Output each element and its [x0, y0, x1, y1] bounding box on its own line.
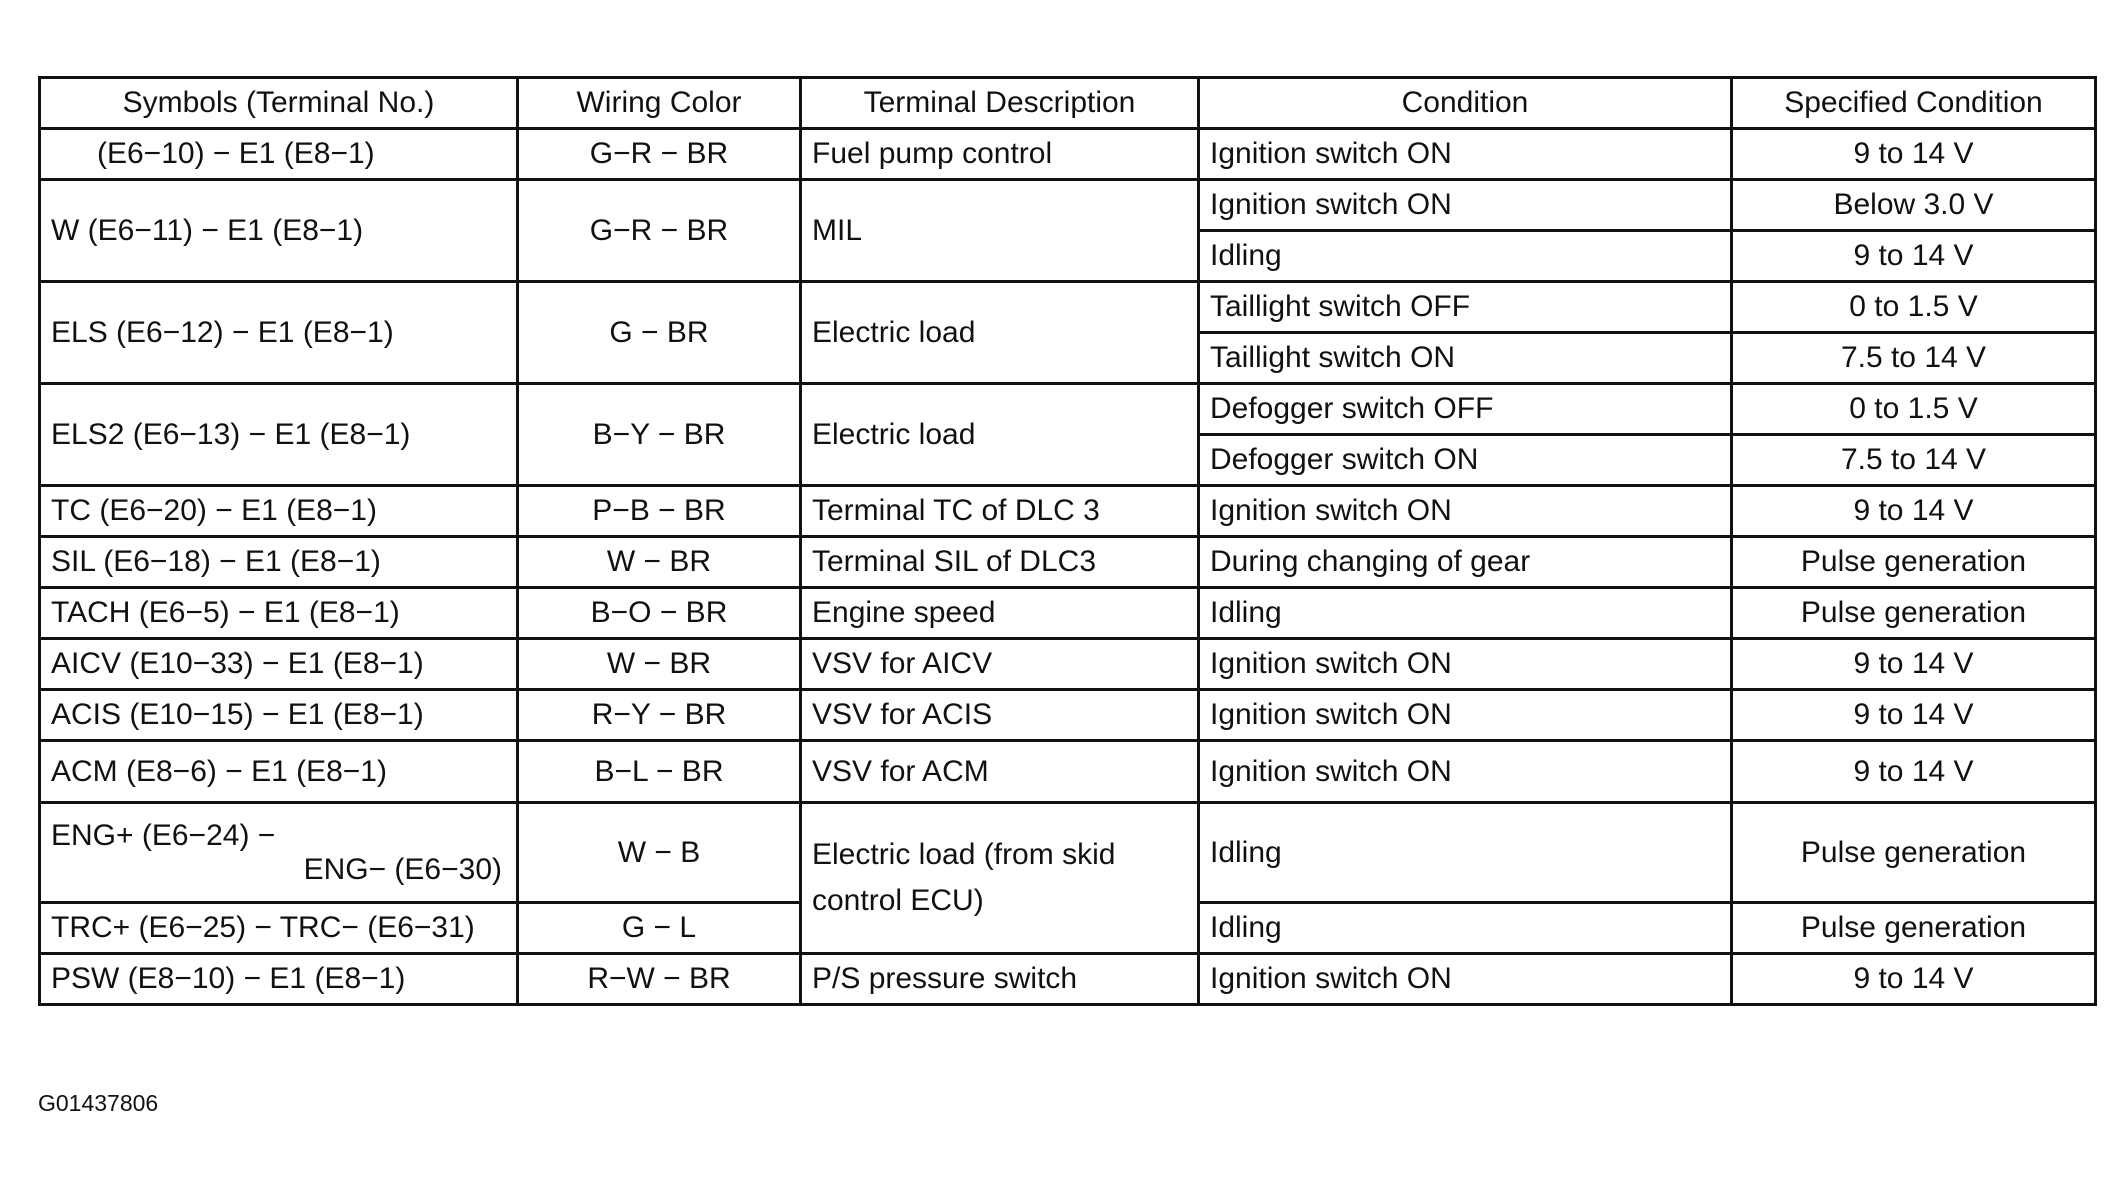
symbol-cell: AICV (E10−33) − E1 (E8−1) [40, 639, 518, 690]
wiring-color-cell: W − B [518, 803, 801, 903]
symbol-line-1: ENG+ (E6−24) − [51, 818, 276, 852]
table-row [40, 639, 2096, 690]
wiring-color-cell: G−R − BR [518, 129, 801, 180]
symbol-cell: SIL (E6−18) − E1 (E8−1) [40, 537, 518, 588]
condition-cell: Ignition switch ON [1199, 129, 1732, 180]
wiring-color-cell: B−O − BR [518, 588, 801, 639]
condition-cell: Taillight switch ON [1199, 333, 1732, 384]
table-row [40, 129, 2096, 180]
spec-cell: 9 to 14 V [1732, 741, 2096, 803]
condition-cell: Ignition switch ON [1199, 639, 1732, 690]
table-row [40, 384, 2096, 435]
figure-id: G01437806 [38, 1090, 159, 1116]
description-cell: VSV for AICV [801, 639, 1199, 690]
description-cell: Engine speed [801, 588, 1199, 639]
spec-cell: 9 to 14 V [1732, 231, 2096, 282]
symbol-cell: TRC+ (E6−25) − TRC− (E6−31) [40, 903, 518, 954]
wiring-color-cell: R−W − BR [518, 954, 801, 1005]
symbol-cell: (E6−10) − E1 (E8−1) [40, 129, 518, 180]
header-specified-condition: Specified Condition [1732, 78, 2096, 129]
symbol-cell: PSW (E8−10) − E1 (E8−1) [40, 954, 518, 1005]
condition-cell: Ignition switch ON [1199, 741, 1732, 803]
description-cell: Electric load (from skid control ECU) [801, 803, 1199, 954]
description-cell: MIL [801, 180, 1199, 282]
spec-cell: 9 to 14 V [1732, 486, 2096, 537]
spec-cell: 0 to 1.5 V [1732, 384, 2096, 435]
spec-cell: Pulse generation [1732, 803, 2096, 903]
table-row [40, 588, 2096, 639]
table-row [40, 690, 2096, 741]
symbol-cell: ACIS (E10−15) − E1 (E8−1) [40, 690, 518, 741]
spec-cell: 7.5 to 14 V [1732, 333, 2096, 384]
table-row [40, 486, 2096, 537]
symbol-line-2: ENG− (E6−30) [303, 852, 502, 886]
spec-cell: 9 to 14 V [1732, 129, 2096, 180]
wiring-color-cell: G − BR [518, 282, 801, 384]
spec-cell: 9 to 14 V [1732, 690, 2096, 741]
header-wiring-color: Wiring Color [518, 78, 801, 129]
symbol-cell [40, 803, 518, 903]
spec-cell: 9 to 14 V [1732, 639, 2096, 690]
spec-cell: Pulse generation [1732, 903, 2096, 954]
symbol-cell: ELS (E6−12) − E1 (E8−1) [40, 282, 518, 384]
symbol-cell: ELS2 (E6−13) − E1 (E8−1) [40, 384, 518, 486]
table-row [40, 954, 2096, 1005]
header-terminal-description: Terminal Description [801, 78, 1199, 129]
condition-cell: Defogger switch ON [1199, 435, 1732, 486]
condition-cell: During changing of gear [1199, 537, 1732, 588]
header-symbols: Symbols (Terminal No.) [40, 78, 518, 129]
symbol-cell: TC (E6−20) − E1 (E8−1) [40, 486, 518, 537]
wiring-color-cell: W − BR [518, 537, 801, 588]
spec-cell: 9 to 14 V [1732, 954, 2096, 1005]
table-row [40, 282, 2096, 333]
symbol-cell: W (E6−11) − E1 (E8−1) [40, 180, 518, 282]
spec-cell: 0 to 1.5 V [1732, 282, 2096, 333]
condition-cell: Idling [1199, 803, 1732, 903]
condition-cell: Idling [1199, 588, 1732, 639]
condition-cell: Ignition switch ON [1199, 690, 1732, 741]
spec-cell: Below 3.0 V [1732, 180, 2096, 231]
condition-cell: Idling [1199, 231, 1732, 282]
spec-cell: Pulse generation [1732, 588, 2096, 639]
wiring-color-cell: G−R − BR [518, 180, 801, 282]
wiring-color-cell: P−B − BR [518, 486, 801, 537]
table-row [40, 180, 2096, 231]
header-row [40, 78, 2096, 129]
wiring-color-cell: G − L [518, 903, 801, 954]
table-row [40, 741, 2096, 803]
description-cell: Terminal TC of DLC 3 [801, 486, 1199, 537]
description-cell: Electric load [801, 384, 1199, 486]
terminal-spec-table [38, 76, 2097, 1006]
table-row [40, 803, 2096, 903]
condition-cell: Defogger switch OFF [1199, 384, 1732, 435]
symbol-cell: TACH (E6−5) − E1 (E8−1) [40, 588, 518, 639]
condition-cell: Ignition switch ON [1199, 486, 1732, 537]
condition-cell: Idling [1199, 903, 1732, 954]
description-cell: VSV for ACM [801, 741, 1199, 803]
condition-cell: Taillight switch OFF [1199, 282, 1732, 333]
wiring-color-cell: R−Y − BR [518, 690, 801, 741]
description-cell: P/S pressure switch [801, 954, 1199, 1005]
table-row [40, 537, 2096, 588]
header-condition: Condition [1199, 78, 1732, 129]
wiring-color-cell: B−L − BR [518, 741, 801, 803]
description-cell: Terminal SIL of DLC3 [801, 537, 1199, 588]
description-cell: VSV for ACIS [801, 690, 1199, 741]
condition-cell: Ignition switch ON [1199, 954, 1732, 1005]
symbol-cell: ACM (E8−6) − E1 (E8−1) [40, 741, 518, 803]
spec-cell: Pulse generation [1732, 537, 2096, 588]
wiring-color-cell: B−Y − BR [518, 384, 801, 486]
wiring-color-cell: W − BR [518, 639, 801, 690]
condition-cell: Ignition switch ON [1199, 180, 1732, 231]
description-cell: Fuel pump control [801, 129, 1199, 180]
spec-cell: 7.5 to 14 V [1732, 435, 2096, 486]
description-cell: Electric load [801, 282, 1199, 384]
